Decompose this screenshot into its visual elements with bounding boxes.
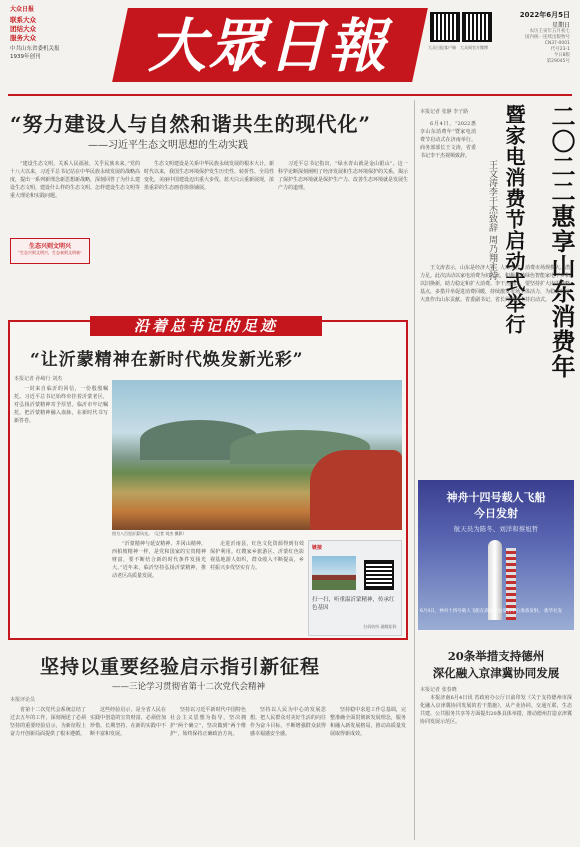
feature-header: 沿着总书记的足迹 — [133, 317, 278, 335]
newspaper-title: 大眾日報 — [147, 12, 388, 80]
qr-code-icon[interactable] — [430, 12, 460, 42]
founded-line: 1939年创刊 — [10, 54, 41, 60]
quote-box — [10, 238, 90, 264]
space-headline[interactable]: 神舟十四号载人飞船 今日发射 — [446, 491, 546, 520]
quote-box-text: “生态兴则文明兴，生态衰则文明衰” — [17, 250, 83, 255]
masthead-date-block — [490, 10, 570, 65]
dezhou-headline[interactable]: 20条举措支持德州 深化融入京津冀协同发展 — [432, 649, 560, 680]
bottom-column: 坚持以人民为中心的发展思想，把人民群众对美好生活的向往作为奋斗目标，不断增强群众获得感幸福感安全感。 — [250, 707, 326, 737]
qr-caption-2: 大众网官方微博 — [460, 45, 488, 50]
small-logo: 大众日报 — [10, 6, 35, 13]
issue-weekday: 星期日 — [551, 22, 570, 29]
feature-byline: 本报记者 孙崎行 刘杰 — [14, 376, 63, 382]
lead-column-3: 习近平总书记指出，“绿水青山就是金山银山”。这一科学论断深刻阐明了经济发展和生态环境保护的关系，揭示了保护生态环境就是保护生产力、改善生态环境就是发展生产力的道理。 — [278, 161, 409, 191]
dezhou-text: 本报济南6月4日讯 省政府办公厅日前印发《关于支持德州市深化融入京津冀协同发展的若干措施》，从产业协同、交通互联、生态共建、公共服务共享等方面提出20条具体举措，推动德州打造京津冀协同发展示范区。 — [420, 695, 572, 725]
column-divider — [414, 100, 415, 840]
inset-label: 链接 — [312, 545, 323, 551]
qr-code-icon[interactable] — [364, 560, 394, 590]
photo-foliage — [310, 450, 402, 530]
right-text-2: 王文涛表示，山东是经济大省、人口大省，消费市场规模大、潜力足。此次活动以家电消费为切入点，积极推动绿色智能家电下乡和以旧换新，助力稳定和扩大消费。李干杰指出，要坚持扩大内需战略基点，多措并举促进消费回暖，持续激发市场主体活力，为稳定经济大盘作出山东贡献。省委副书记、省长周乃翔主持启动式。 — [420, 265, 571, 303]
feature-column-a: “沂蒙精神与延安精神、井冈山精神、西柏坡精神一样，是党和国家的宝贵精神财富，要不断结合新的时代条件发扬光大。”近年来，临沂坚持弘扬沂蒙精神，推动老区高质量发展。 — [112, 541, 206, 579]
vertical-subheadline[interactable]: 暨家电消费节启动式举行 — [502, 104, 526, 335]
meta-5: 今日8版 — [553, 53, 570, 58]
slogan-2: 团结大众 — [10, 25, 36, 33]
bottom-byline: 本报评论员 — [10, 697, 36, 703]
lead-column-1: “建设生态文明，关系人民福祉，关乎民族未来。”党的十八大以来，习近平总书记站在中华民族永续发展的战略高度，提出一系列新理念新思想新战略，深刻回答了为什么建设生态文明、建设什么样的生态文明、怎样建设生态文明等重大理论和实践问题。 — [10, 161, 141, 199]
lead-headline[interactable]: “努力建设人与自然和谐共生的现代化” — [10, 112, 372, 136]
qr-code-icon[interactable] — [462, 12, 492, 42]
bottom-column: 省第十二次党代会系统总结了过去五年的工作，深刻阐述了必须坚持的重要经验启示，为新征程上奋力开创新局面提供了根本遵循。 — [10, 707, 86, 737]
feature-text-left: 一封来自临沂的回信，一份殷殷嘱托。习近平总书记始终牵挂着沂蒙老区，对弘扬沂蒙精神寄予厚望。临沂市牢记嘱托，把沂蒙精神融入血脉，在新时代书写新答卷。 — [14, 386, 108, 424]
feature-column-b: 走进沂南县，红色文化资源得到有效保护利用。红嫂家乡旅游区、沂蒙红色影视基地游人如织，群众收入不断提高，乡村振兴步伐坚实有力。 — [210, 541, 304, 571]
issue-date: 2022年6月5日 — [519, 11, 570, 19]
bottom-headline[interactable]: 坚持以重要经验启示指引新征程 — [40, 656, 321, 678]
vertical-headline[interactable]: 二〇二二惠享山东消费年 — [547, 104, 576, 379]
meta-4: 代号23-1 — [550, 47, 570, 52]
dezhou-byline: 本报记者 张春晓 — [420, 687, 457, 693]
vertical-deck: 王文涛李干杰致辞 周乃翔主持 — [487, 160, 497, 280]
meta-1: 农历壬寅年五月初七 — [529, 29, 570, 34]
bottom-column: 坚持以习近平新时代中国特色社会主义思想为指导，坚决拥护“两个确立”，坚决做到“两个维护”，始终保持正确政治方向。 — [170, 707, 246, 737]
lead-subtitle: ——习近平生态文明思想的生动实践 — [88, 140, 248, 151]
qr-caption-1: 大众日报客户端 — [428, 45, 456, 50]
right-text-1: 6月4日，“2022惠享山东消费年”暨家电消费节启动式在济南举行。商务部部长王文涛，省委书记李干杰视频致辞。 — [420, 121, 476, 159]
inset-text: 扫一扫，听重温沂蒙精神，传承红色基因 — [312, 597, 395, 611]
space-subtitle: 航天员为陈冬、刘洋和蔡旭哲 — [453, 525, 539, 533]
right-byline: 本报记者 张静 李子路 — [420, 109, 469, 115]
space-caption: 6月4日，神舟十四号载人飞船在酒泉卫星发射中心准备发射。 新华社发 — [420, 609, 563, 614]
memorial-photo — [312, 556, 356, 590]
inset-qr-caption: 扫码收听 融媒矩阵 — [363, 624, 397, 629]
photo-caption: 图为八百里沂蒙风光。（记者 刘杰 摄影） — [112, 531, 187, 536]
bottom-column: 这些经验启示，是全省人民在实践中创造的宝贵财富，必须倍加珍惜、长期坚持，在新的实践中不断丰富和发展。 — [90, 707, 166, 737]
masthead-divider — [8, 94, 572, 96]
organ-line: 中共山东省委机关报 — [10, 46, 60, 52]
meta-3: CN37-0001 — [544, 41, 570, 46]
bottom-column: 坚持稳中求进工作总基调，完整准确全面贯彻新发展理念，服务和融入新发展格局，推动高质量发展取得新成效。 — [330, 707, 406, 737]
meta-6: 第29045号 — [546, 59, 570, 64]
feature-headline[interactable]: “让沂蒙精神在新时代焕发新光彩” — [30, 350, 304, 370]
meta-2: 国内统一连续出版物号 — [525, 35, 570, 40]
masthead-left-block — [10, 6, 110, 61]
slogans — [10, 16, 110, 43]
slogan-3: 服务大众 — [10, 34, 36, 42]
lead-column-2: 生态文明建设是关系中华民族永续发展的根本大计。新时代以来，我国生态环境保护发生历史性、转折性、全局性变化，美丽中国建设迈出重大步伐。蓝天白云重新展现，浓墨重彩的生态画卷徐徐铺展。 — [144, 161, 275, 191]
masthead — [0, 0, 580, 96]
slogan-1: 联系大众 — [10, 16, 36, 24]
bottom-subtitle: ——三论学习贯彻省第十二次党代会精神 — [112, 682, 266, 692]
quote-box-title: 生态兴则文明兴 — [28, 243, 71, 250]
